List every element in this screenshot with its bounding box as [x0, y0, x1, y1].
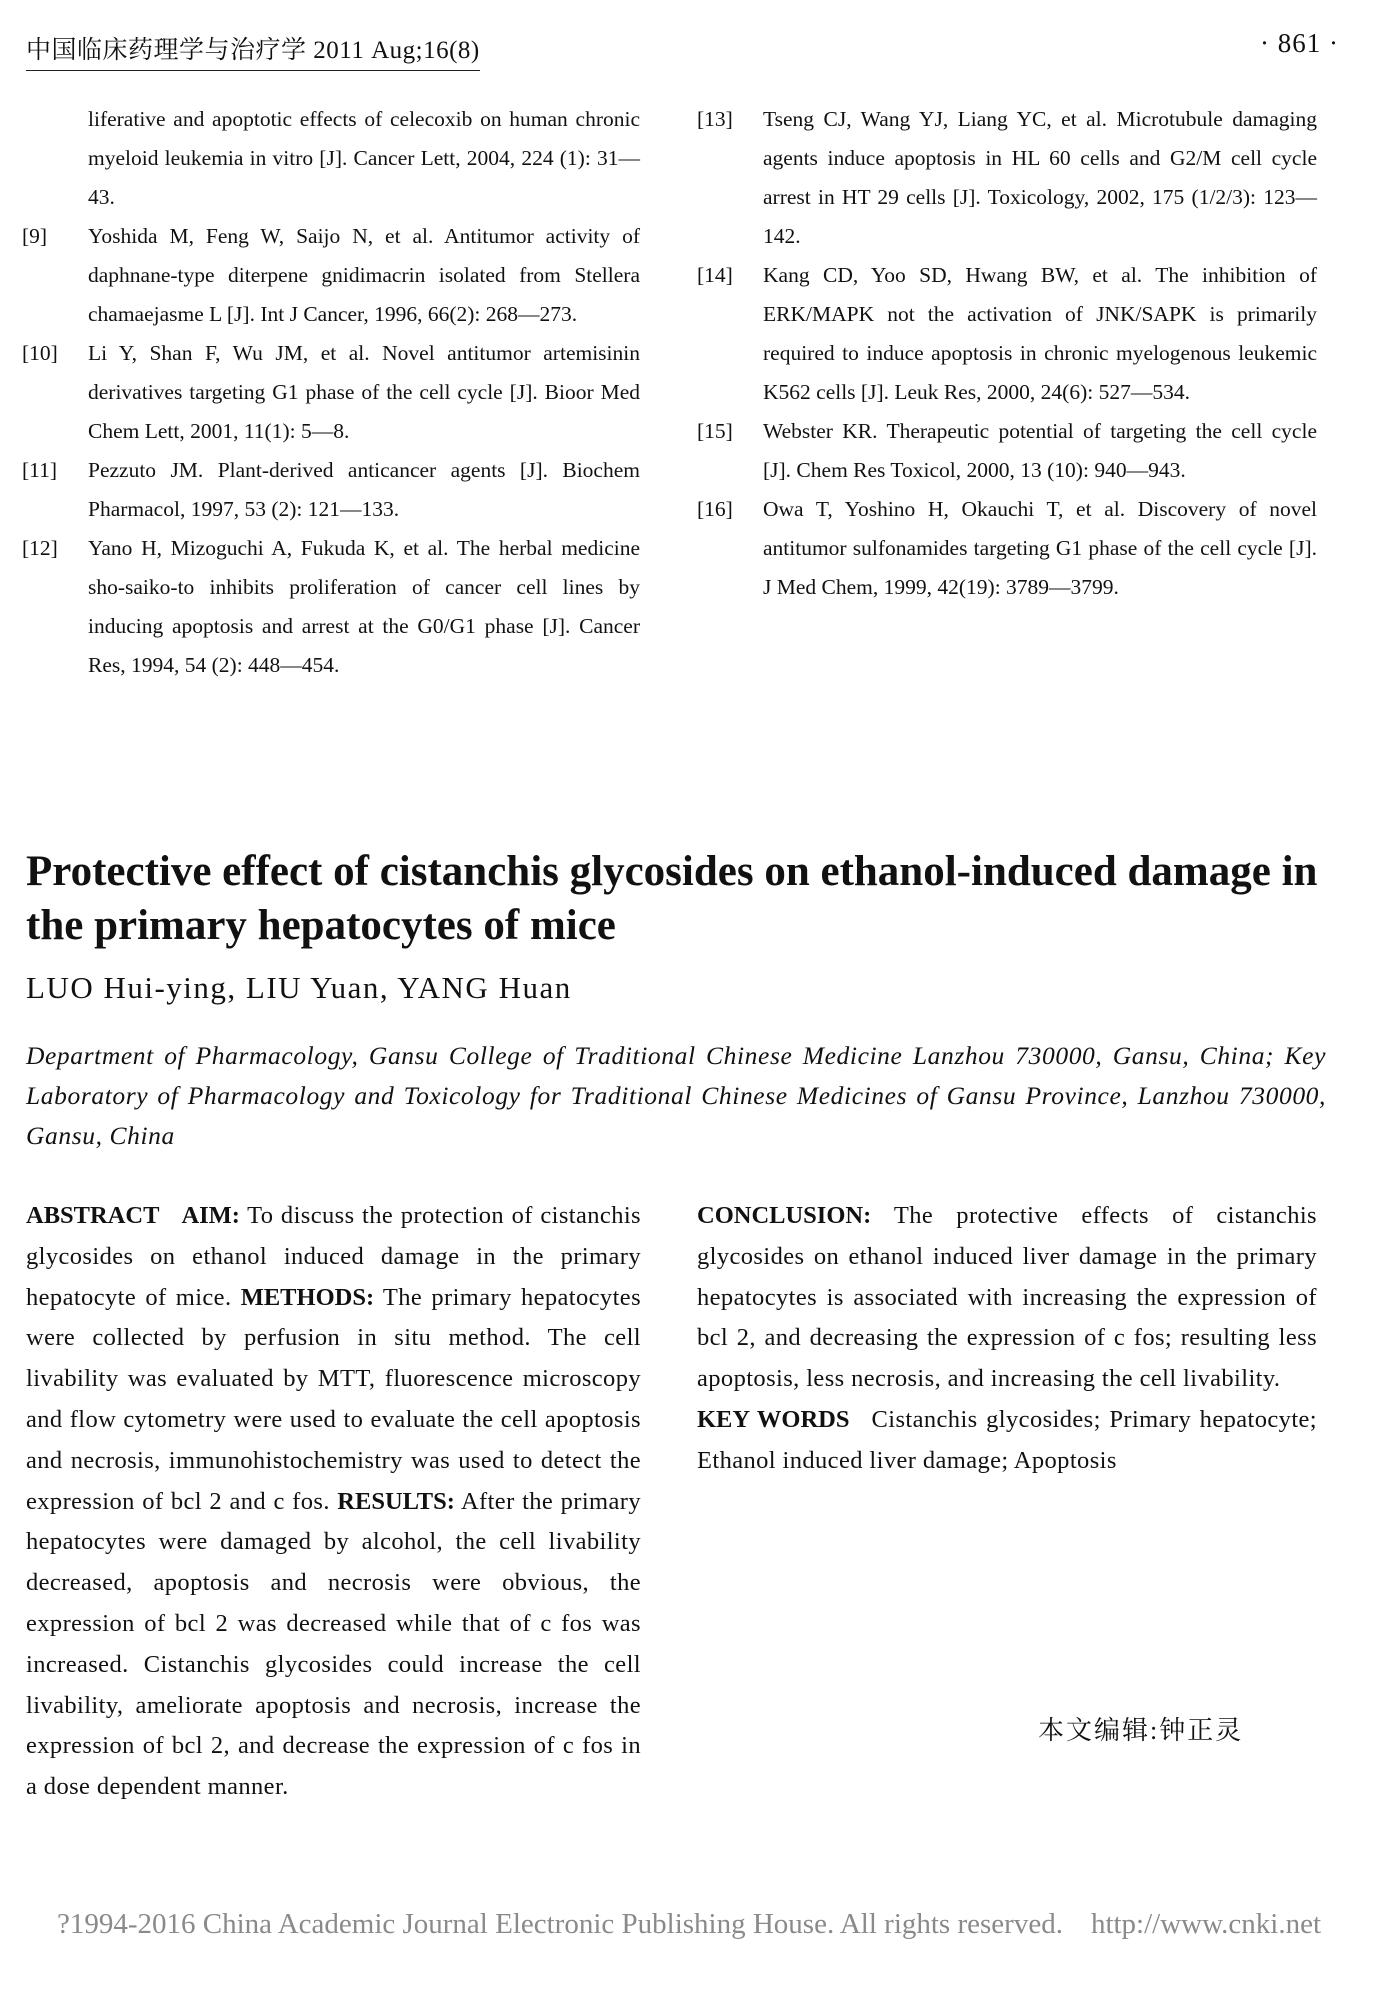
- reference-number: [9]: [22, 224, 48, 248]
- reference-number: [15]: [697, 419, 733, 443]
- methods-label: METHODS:: [240, 1283, 375, 1311]
- keywords-text: Cistanchis glycosides; Primary hepatocyte; Ethanol induced liver damage; Apoptosis: [697, 1405, 1318, 1474]
- reference-text: Webster KR. Therapeutic potential of targeting the cell cycle [J]. Chem Res Toxicol, 2000, 13 (10): 940—943.: [763, 419, 1317, 482]
- reference-entry: [697, 100, 1317, 256]
- reference-text: Yano H, Mizoguchi A, Fukuda K, et al. The herbal medicine sho-saiko-to inhibits proliferation of cancer cell lines by inducing apoptosis and arrest at the G0/G1 phase [J]. Cancer Res, 1994, 54 (2): 448—454.: [88, 536, 640, 677]
- aim-label: AIM:: [181, 1202, 240, 1229]
- footer-url: http://www.cnki.net: [1090, 1908, 1322, 1940]
- keywords-label: KEY WORDS: [697, 1405, 850, 1433]
- reference-text: liferative and apoptotic effects of celecoxib on human chronic myeloid leukemia in vitro [J]. Cancer Lett, 2004, 224 (1): 31—43.: [88, 107, 640, 209]
- aim-text: To discuss the protection of cistanchis glycosides on ethanol induced damage in the primary hepatocyte of mice.: [26, 1202, 641, 1311]
- abstract-right-column: [697, 1196, 1317, 1482]
- reference-number: [11]: [22, 458, 58, 482]
- reference-text: Yoshida M, Feng W, Saijo N, et al. Antitumor activity of daphnane-type diterpene gnidimacrin isolated from Stellera chamaejasme L [J]. Int J Cancer, 1996, 66(2): 268—273.: [88, 224, 640, 326]
- reference-number: [10]: [22, 341, 58, 365]
- article-authors: LUO Hui-ying, LIU Yuan, YANG Huan: [26, 970, 572, 1005]
- page-number: · 861 ·: [1260, 28, 1339, 58]
- article-title: Protective effect of cistanchis glycosides on ethanol-induced damage in the primary hepatocytes of mice: [26, 848, 1318, 949]
- copyright-notice: ?1994-2016 China Academic Journal Electronic Publishing House. All rights reserved.: [57, 1908, 1063, 1940]
- results-label: RESULTS:: [337, 1487, 455, 1515]
- reference-text: Kang CD, Yoo SD, Hwang BW, et al. The inhibition of ERK/MAPK not the activation of JNK/SAPK is primarily required to induce apoptosis in chronic myelogenous leukemic K562 cells [J]. Leuk Res, 2000, 24(6): 527—534.: [763, 263, 1317, 404]
- reference-entry: [697, 412, 1317, 490]
- editor-credit: 本文编辑:钟正灵: [1038, 1716, 1244, 1745]
- reference-number: [13]: [697, 107, 733, 131]
- reference-text: Tseng CJ, Wang YJ, Liang YC, et al. Microtubule damaging agents induce apoptosis in HL 60 cells and G2/M cell cycle arrest in HT 29 cells [J]. Toxicology, 2002, 175 (1/2/3): 123—142.: [763, 107, 1317, 248]
- reference-entry: [22, 100, 640, 217]
- references-right-column: [697, 100, 1317, 607]
- reference-number: [16]: [697, 497, 733, 521]
- methods-text: The primary hepatocytes were collected by perfusion in situ method. The cell livability was evaluated by MTT, fluorescence microscopy and flow cytometry were used to evaluate the cell apoptosis and necrosis, immunohistochemistry was used to detect the expression of bcl 2 and c fos.: [26, 1283, 642, 1515]
- article-affiliation: Department of Pharmacology, Gansu College of Traditional Chinese Medicine Lanzhou 730000, Gansu, China; Key Laboratory of Pharmacology and Toxicology for Traditional Chinese Medicines of Gansu Province, Lanzhou 730000, Gansu, China: [26, 1041, 1326, 1150]
- reference-text: Owa T, Yoshino H, Okauchi T, et al. Discovery of novel antitumor sulfonamides targeting G1 phase of the cell cycle [J]. J Med Chem, 1999, 42(19): 3789—3799.: [763, 497, 1317, 599]
- reference-entry: [697, 256, 1317, 412]
- reference-text: Pezzuto JM. Plant-derived anticancer agents [J]. Biochem Pharmacol, 1997, 53 (2): 121—133.: [88, 458, 640, 521]
- reference-entry: [22, 334, 640, 451]
- conclusion-label: CONCLUSION:: [697, 1202, 872, 1229]
- footer: [57, 1908, 1321, 1941]
- abstract-left-column: [26, 1196, 641, 1808]
- abstract-label: ABSTRACT: [26, 1202, 160, 1229]
- reference-number: [14]: [697, 263, 733, 287]
- references-left-column: [22, 100, 640, 685]
- conclusion-text: The protective effects of cistanchis glycosides on ethanol induced liver damage in the primary hepatocytes is associated with increasing the expression of bcl 2, and decreasing the expression of c fos; resulting less apoptosis, less necrosis, and increasing the cell livability.: [697, 1202, 1317, 1393]
- reference-entry: [22, 217, 640, 334]
- running-header: [26, 26, 1339, 66]
- reference-text: Li Y, Shan F, Wu JM, et al. Novel antitumor artemisinin derivatives targeting G1 phase of the cell cycle [J]. Bioor Med Chem Lett, 2001, 11(1): 5—8.: [88, 341, 640, 443]
- journal-citation: 中国临床药理学与治疗学 2011 Aug;16(8): [26, 30, 480, 71]
- reference-entry: [22, 529, 640, 685]
- reference-entry: [697, 490, 1317, 607]
- reference-number: [12]: [22, 536, 58, 560]
- reference-entry: [22, 451, 640, 529]
- results-text: After the primary hepatocytes were damaged by alcohol, the cell livability decreased, apoptosis and necrosis were obvious, the expression of bcl 2 was decreased while that of c fos was increased. Cistanchis glycosides could increase the cell livability, ameliorate apoptosis and necrosis, increase the expression of bcl 2, and decrease the expression of c fos in a dose dependent manner.: [26, 1487, 641, 1801]
